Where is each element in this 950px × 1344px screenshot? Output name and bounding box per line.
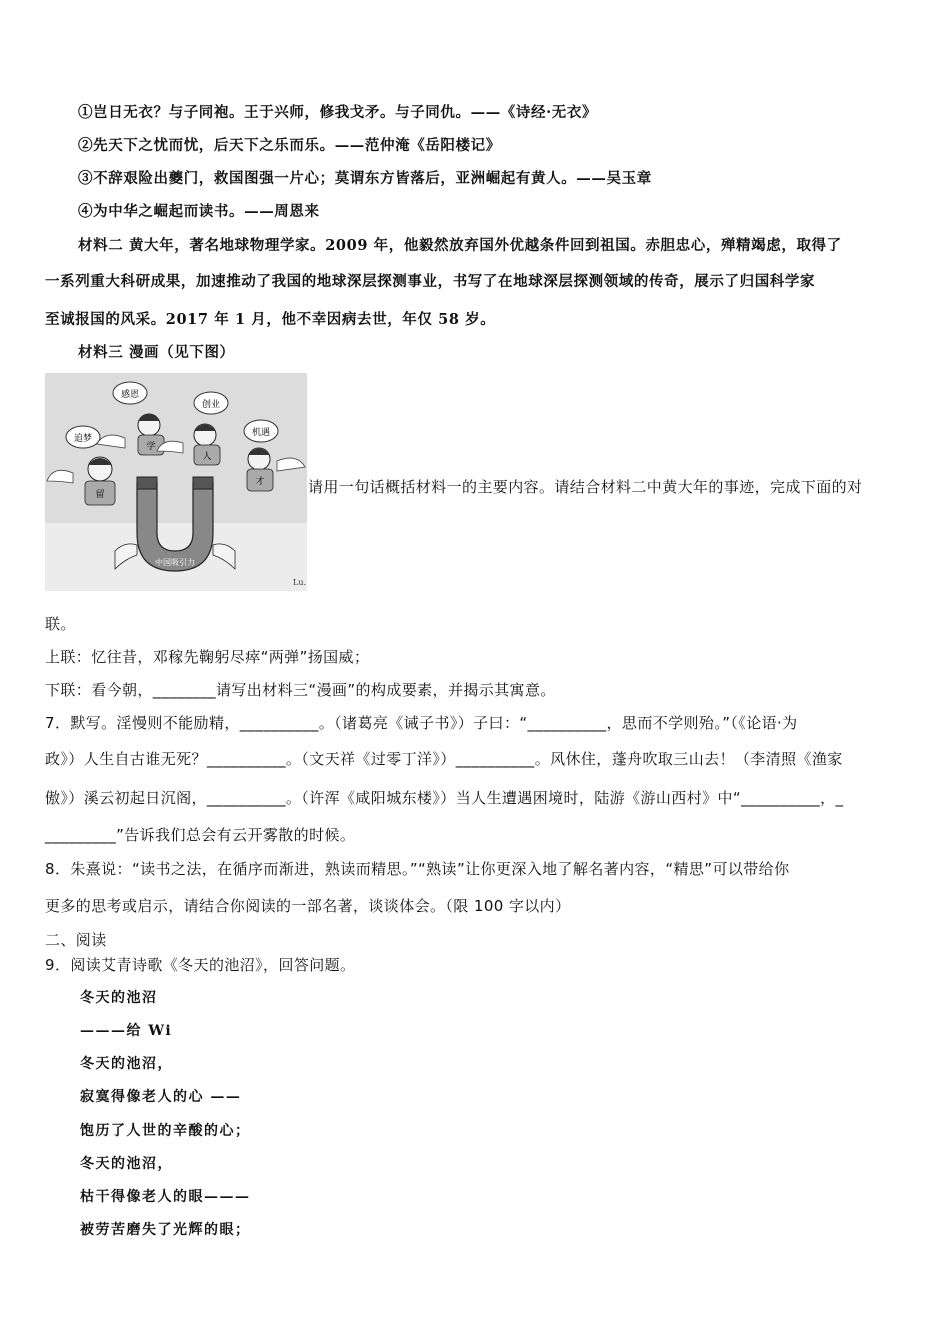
q9-prompt: 9．阅读艾青诗歌《冬天的池沼》，回答问题。 xyxy=(45,956,356,974)
poem-line: 冬天的池沼， xyxy=(80,1156,173,1172)
material2-line-1: 材料二 黄大年，著名地球物理学家。2009 年，他毅然放弃国外优越条件回到祖国。赤胆忠心，殚精竭虑，取得了 xyxy=(78,237,842,254)
material2-line-2: 一系列重大科研成果，加速推动了我国的地球深层探测事业，书写了在地球深层探测领域的传奇，展示了归国科学家 xyxy=(45,273,816,290)
q8-line-1: 8．朱熹说：“读书之法，在循序而渐进，熟读而精思。”“熟读”让你更深入地了解名著内容，“精思”可以带给你 xyxy=(45,860,790,878)
svg-text:学: 学 xyxy=(146,442,156,452)
section-title: 二、阅读 xyxy=(45,931,107,949)
q6-continued: 联。 xyxy=(45,615,76,633)
svg-text:机遇: 机遇 xyxy=(251,428,271,438)
q7-line-3: 傲》）溪云初起日沉阁，__________。（许浑《咸阳城东楼》）当人生遭遇困境时，陆游《游山西村》中“__________，_ xyxy=(45,789,844,807)
poem-line: 寂寞得像老人的心 —— xyxy=(80,1089,242,1105)
bubble-opportunity xyxy=(244,420,278,442)
svg-text:人: 人 xyxy=(202,452,212,462)
poem-dedication: ———给 Wi xyxy=(80,1023,173,1039)
svg-text:留: 留 xyxy=(95,490,105,500)
svg-text:感恩: 感恩 xyxy=(120,390,140,400)
artist-signature: Lu. xyxy=(293,578,307,587)
q6-prompt: 请用一句话概括材料一的主要内容。请结合材料二中黄大年的事迹，完成下面的对 xyxy=(308,478,863,496)
svg-text:才: 才 xyxy=(255,477,265,487)
poem-line: 被劳苦磨失了光辉的眼； xyxy=(80,1222,251,1238)
poem-title: 冬天的池沼 xyxy=(80,990,158,1006)
quote-4: ④为中华之崛起而读书。——周恩来 xyxy=(78,203,320,220)
couplet-lower: 下联：看今朝，________请写出材料三“漫画”的构成要素，并揭示其寓意。 xyxy=(45,681,556,699)
quote-2: ②先天下之忧而忧，后天下之乐而乐。——范仲淹《岳阳楼记》 xyxy=(78,137,501,154)
q7-line-4: _________”告诉我们总会有云开雾散的时候。 xyxy=(45,826,356,844)
q7-line-1: 7．默写。淫慢则不能励精，__________。（诸葛亮《诫子书》）子曰：“__________，思而不学则殆。”（《论语·为 xyxy=(45,714,798,732)
bubble-gratitude xyxy=(113,382,147,404)
magnet-label: 中国吸引力 xyxy=(155,558,195,567)
svg-text:追梦: 追梦 xyxy=(73,434,93,444)
material3-heading: 材料三 漫画（见下图） xyxy=(78,344,235,361)
poem-line: 冬天的池沼， xyxy=(80,1056,173,1072)
quote-3: ③不辞艰险出夔门，救国图强一片心；莫谓东方皆落后，亚洲崛起有黄人。——吴玉章 xyxy=(78,170,652,187)
material2-line-3: 至诚报国的风采。2017 年 1 月，他不幸因病去世，年仅 58 岁。 xyxy=(45,311,496,328)
poem-line: 饱历了人世的辛酸的心； xyxy=(80,1123,251,1139)
svg-text:创业: 创业 xyxy=(201,400,221,410)
q8-line-2: 更多的思考或启示，请结合你阅读的一部名著，谈谈体会。（限 100 字以内） xyxy=(45,897,571,915)
poem-line: 枯干得像老人的眼——— xyxy=(80,1189,251,1205)
bubble-startup xyxy=(194,392,228,414)
bubble-dream xyxy=(66,426,100,448)
quote-1: ①岂日无衣？与子同袍。王于兴师，修我戈矛。与子同仇。——《诗经·无衣》 xyxy=(78,104,598,121)
couplet-upper: 上联：忆往昔，邓稼先鞠躬尽瘁“两弹”扬国威； xyxy=(45,648,370,666)
cartoon-image xyxy=(45,373,307,591)
q7-line-2: 政》）人生自古谁无死？__________。（文天祥《过零丁洋》）__________。风休住，蓬舟吹取三山去！（李清照《渔家 xyxy=(45,750,843,768)
